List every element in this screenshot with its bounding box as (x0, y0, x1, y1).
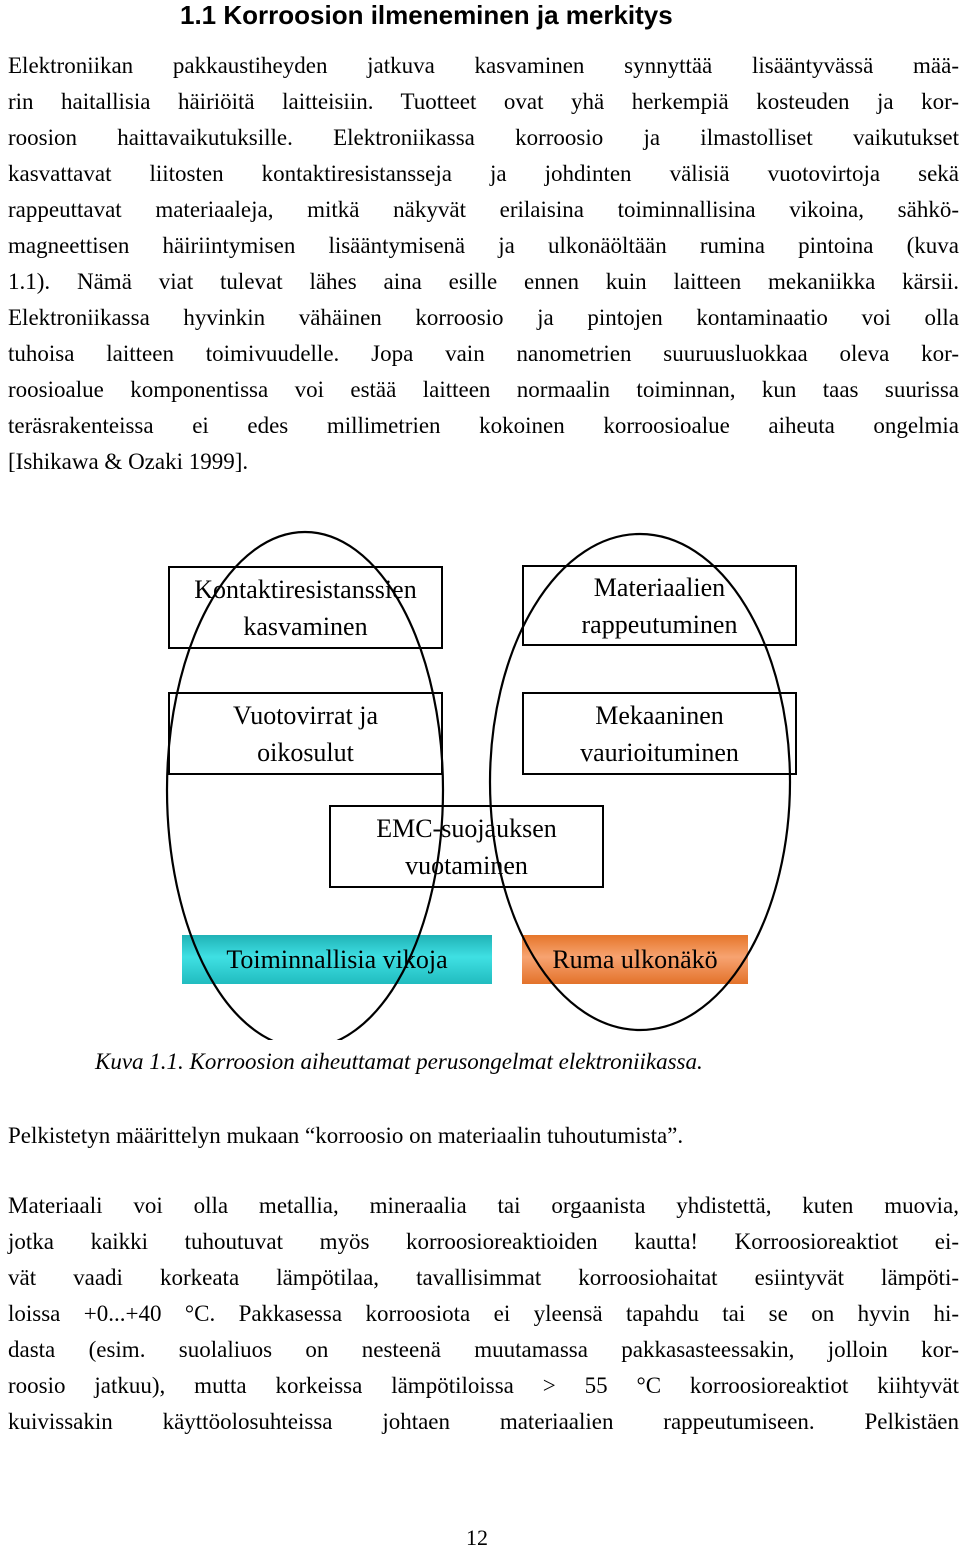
paragraph-line: roosion haittavaikutuksille. Elektroniikassa korroosio ja ilmastolliset vaikutukset (8, 125, 959, 150)
box-line: vaurioituminen (580, 737, 739, 767)
box-line: Vuotovirrat ja (232, 700, 378, 730)
box-line: oikosulut (257, 737, 354, 767)
box-functional-faults (182, 935, 492, 984)
paragraph-line: jotka kaikki tuhoutuvat myös korroosioreaktioiden kautta! Korroosioreaktiot ei- (8, 1229, 959, 1254)
box-line: Mekaaninen (595, 700, 724, 730)
paragraph-line: kasvattavat liitosten kontaktiresistansseja ja johdinten välisiä vuotovirtoja sekä (8, 161, 959, 186)
intro-paragraph (8, 48, 959, 480)
paragraph-line: roosio jatkuu), mutta korkeissa lämpötiloissa > 55 °C korroosioreaktiot kiihtyvät (8, 1373, 959, 1398)
paragraph-line: rin haitallisia häiriöitä laitteisiin. Tuotteet ovat yhä herkempiä kosteuden ja kor- (8, 89, 959, 114)
paragraph-line: teräsrakenteissa ei edes millimetrien kokoinen korroosioalue aiheuta ongelmia (8, 413, 959, 438)
paragraph-line: tuhoisa laitteen toimivuudelle. Jopa vain nanometrien suuruusluokkaa oleva kor- (8, 341, 959, 366)
page-number: 12 (466, 1525, 488, 1550)
box-line: Kontaktiresistanssien (194, 574, 417, 604)
corrosion-problems-diagram (0, 520, 960, 1040)
box-material-degradation (522, 565, 797, 646)
box-line: Materiaalien (593, 572, 726, 602)
box-line: vuotaminen (405, 850, 528, 880)
paragraph-line: vät vaadi korkeata lämpötilaa, tavallisimmat korroosiohaitat esiintyvät lämpöti- (8, 1265, 959, 1290)
paragraph-line: Elektroniikassa hyvinkin vähäinen korroosio ja pintojen kontaminaatio voi olla (8, 305, 959, 330)
paragraph-line: roosioalue komponentissa voi estää laitteen normaalin toiminnan, kun taas suurissa (8, 377, 959, 402)
box-label: Toiminnallisia vikoja (226, 944, 448, 974)
box-contact-resistance (168, 566, 443, 649)
paragraph-line: kuivissakin käyttöolosuhteissa johtaen materiaalien rappeutumiseen. Pelkistäen (8, 1409, 959, 1434)
paragraph-line: Materiaali voi olla metallia, mineraalia tai orgaanista yhdistettä, kuten muovia, (8, 1193, 959, 1218)
paragraph-line: magneettisen häiriintymisen lisääntymisenä ja ulkonäöltään rumina pintoina (kuva (8, 233, 959, 258)
paragraph-line: 1.1). Nämä viat tulevat lähes aina esille ennen kuin laitteen mekaniikka kärsii. (8, 269, 959, 294)
paragraph-line: Pelkistetyn määrittelyn mukaan “korroosio on materiaalin tuhoutumista”. (8, 1123, 684, 1148)
box-emc-leakage (329, 805, 604, 888)
box-line: kasvaminen (243, 611, 368, 641)
box-mechanical-damage (522, 692, 797, 775)
materials-paragraph (8, 1188, 959, 1440)
figure-caption: Kuva 1.1. Korroosion aiheuttamat perusongelmat elektroniikassa. (95, 1049, 703, 1074)
box-line: EMC-suojauksen (376, 813, 557, 843)
paragraph-line: Elektroniikan pakkaustiheyden jatkuva kasvaminen synnyttää lisääntyvässä mää- (8, 53, 959, 78)
paragraph-line: loissa +0...+40 °C. Pakkasessa korroosiota ei yleensä tapahdu tai se on hyvin hi- (8, 1301, 959, 1326)
section-heading: 1.1 Korroosion ilmeneminen ja merkitys (180, 0, 673, 30)
paragraph-line: dasta (esim. suolaliuos on nesteenä muutamassa pakkasasteessakin, jolloin kor- (8, 1337, 959, 1362)
box-label: Ruma ulkonäkö (552, 944, 718, 974)
definition-paragraph (8, 1118, 959, 1154)
box-line: rappeutuminen (581, 609, 738, 639)
paragraph-line: rappeuttavat materiaaleja, mitkä näkyvät erilaisina toiminnallisina vikoina, sähkö- (8, 197, 959, 222)
box-ugly-appearance (522, 935, 748, 984)
box-leakage-currents (168, 692, 443, 775)
paragraph-line: [Ishikawa & Ozaki 1999]. (8, 449, 249, 474)
